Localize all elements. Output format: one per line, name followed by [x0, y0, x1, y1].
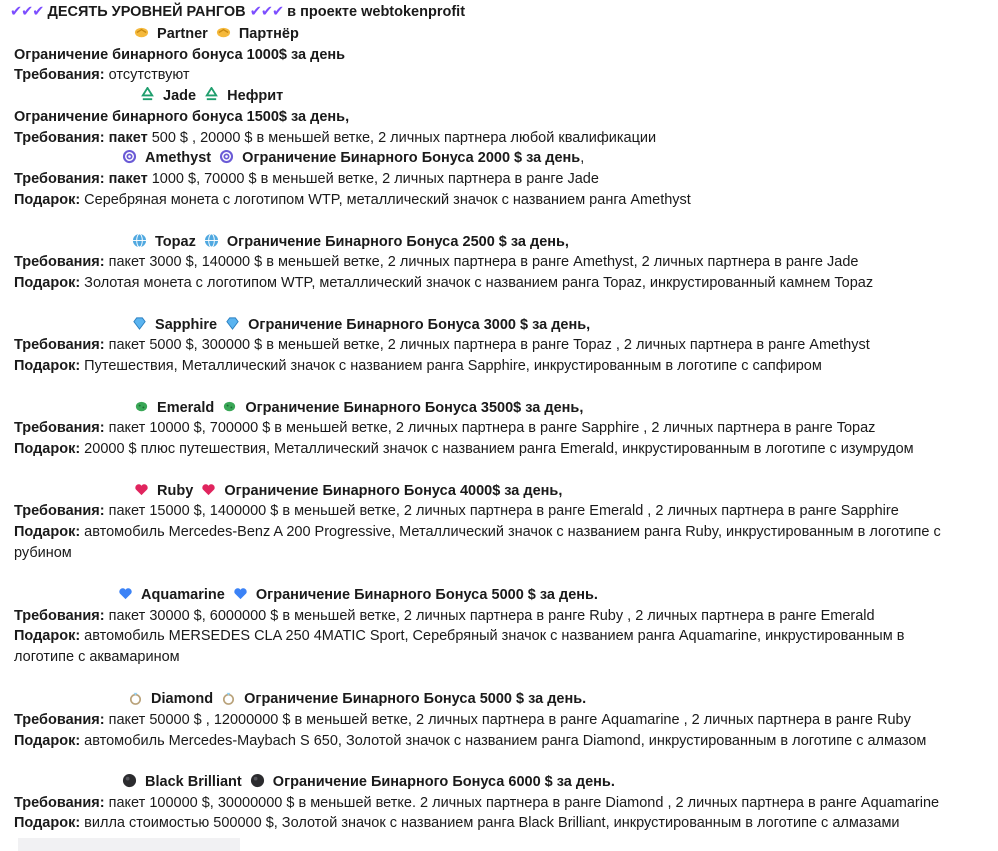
rank-emerald-req — [14, 418, 875, 438]
rank-partner-title — [130, 24, 299, 44]
gift-label: Подарок: — [14, 358, 81, 374]
gift-text: Путешествия, Металлический значок с названием ранга Sapphire, инкрустированным в логотипе с сапфиром — [80, 358, 822, 374]
limit-text: Ограничение Бинарного Бонуса 2500 $ за день, — [226, 234, 569, 250]
req-text: пакет 50000 $ , 12000000 $ в меньшей ветке, 2 личных партнера в ранге Aquamarine , 2 личных партнера в ранге Ruby — [104, 712, 911, 728]
header-title: ДЕСЯТЬ УРОВНЕЙ РАНГОВ — [47, 4, 246, 20]
header-suffix: в проекте webtokenprofit — [287, 4, 466, 20]
gift-text: вилла стоимостью 500000 $, Золотой значок с названием ранга Black Brilliant, инкрустированным в логотипе с алмазами — [80, 815, 900, 831]
rank-jade-title — [136, 86, 283, 106]
limit-text: Ограничение Бинарного Бонуса 3500$ за день, — [245, 400, 584, 416]
rank-ruby-title — [130, 481, 562, 501]
gift-label: Подарок: — [14, 275, 81, 291]
gift-label: Подарок: — [14, 733, 81, 749]
rank-emerald-gift — [14, 439, 914, 459]
rank-name: Aquamarine — [141, 587, 225, 603]
ring-icon — [221, 690, 236, 705]
rank-name: Jade — [163, 88, 197, 104]
gift-text: автомобиль Mercedes-Benz A 200 Progressive, Металлический значок с названием ранга Ruby, инкрустированным в логотипе с — [80, 524, 941, 540]
microbe-icon — [222, 399, 237, 414]
limit-text: Ограничение Бинарного Бонуса 5000 $ за день. — [255, 587, 598, 603]
req-label: Требования: — [14, 420, 105, 436]
rank-topaz-title — [128, 232, 569, 252]
limit-text: Ограничение Бинарного Бонуса 5000 $ за день. — [244, 691, 587, 707]
handshake-icon — [134, 25, 149, 40]
rank-amethyst-req — [14, 169, 599, 189]
recycle-icon — [204, 87, 219, 102]
rank-name: Black Brilliant — [145, 774, 242, 790]
rank-jade-limit — [14, 107, 349, 127]
rank-aquamarine-title — [114, 585, 598, 605]
gift-label: Подарок: — [14, 441, 81, 457]
gift-text: автомобиль Mercedes-Maybach S 650, Золотой значок с названием ранга Diamond, инкрустированным в логотипе с алмазом — [80, 733, 927, 749]
rank-ruby-req — [14, 501, 899, 521]
rank-topaz-gift — [14, 273, 873, 293]
rank-name-ru: Партнёр — [238, 26, 299, 42]
limit-text: Ограничение бинарного бонуса 1000$ за день — [14, 47, 346, 63]
gem-icon — [225, 316, 240, 331]
gift-text: 20000 $ плюс путешествия, Металлический значок с названием ранга Emerald, инкрустированным в логотипе с изумрудом — [80, 441, 914, 457]
black-circle-icon — [250, 773, 265, 788]
recycle-icon — [140, 87, 155, 102]
req-label: Требования: пакет — [14, 130, 148, 146]
rank-name: Topaz — [155, 234, 196, 250]
gift-label: Подарок: — [14, 192, 81, 208]
rank-amethyst-title: Amethyst Ограничение Бинарного Бонуса 2000 $ за день, — [118, 148, 584, 168]
rank-name-ru: Нефрит — [227, 88, 284, 104]
req-label: Требования: — [14, 712, 105, 728]
req-text: 1000 $, 70000 $ в меньшей ветке, 2 личных партнера в ранге Jade — [147, 171, 599, 187]
gift-label: Подарок: — [14, 815, 81, 831]
rank-topaz-req — [14, 252, 858, 272]
rank-sapphire-req — [14, 335, 870, 355]
rank-partner-req — [14, 65, 190, 85]
bottom-divider — [18, 838, 240, 851]
limit-text: Ограничение Бинарного Бонуса 4000$ за день, — [224, 483, 563, 499]
req-label: Требования: — [14, 254, 105, 270]
req-text: пакет 30000 $, 6000000 $ в меньшей ветке, 2 личных партнера в ранге Ruby , 2 личных партнера в ранге Emerald — [104, 608, 875, 624]
rank-sapphire-title — [128, 315, 590, 335]
check-marks-right: ✔✔✔ — [249, 4, 284, 20]
gift-label: Подарок: — [14, 524, 81, 540]
limit-text: Ограничение бинарного бонуса 1500$ за день, — [14, 109, 350, 125]
check-marks-left: ✔✔✔ — [10, 4, 44, 20]
rank-name: Partner — [157, 26, 208, 42]
cyclone-icon — [219, 149, 234, 164]
rank-aquamarine-req — [14, 606, 875, 626]
req-text: пакет 10000 $, 700000 $ в меньшей ветке, 2 личных партнера в ранге Sapphire , 2 личных партнера в ранге Topaz — [104, 420, 876, 436]
rank-jade-req — [14, 128, 656, 148]
gift-text: Золотая монета с логотипом WTP, металлический значок с названием ранга Topaz, инкрустированный камнем Topaz — [80, 275, 874, 291]
rank-name: Diamond — [151, 691, 214, 707]
req-text: пакет 5000 $, 300000 $ в меньшей ветке, 2 личных партнера в ранге Topaz , 2 личных партнера в ранге Amethyst — [104, 337, 870, 353]
req-text: отсутствуют — [104, 67, 190, 83]
handshake-icon — [216, 25, 231, 40]
header-line — [10, 2, 465, 22]
gift-text: рубином — [14, 545, 72, 561]
gift-text: Серебряная монета с логотипом WTP, металлический значок с названием ранга Amethyst — [80, 192, 691, 208]
blue-heart-icon — [118, 586, 133, 601]
rank-name: Amethyst — [145, 150, 212, 166]
req-label: Требования: — [14, 67, 105, 83]
limit-text: Ограничение Бинарного Бонуса 3000 $ за день, — [248, 317, 591, 333]
globe-icon — [132, 233, 147, 248]
gift-text: автомобиль MERSEDES CLA 250 4MATIC Sport, Серебряный значок с названием ранга Aquamarine, инкрустированным в — [80, 628, 905, 644]
heart-icon — [134, 482, 149, 497]
req-text: 500 $ , 20000 $ в меньшей ветке, 2 личных партнера любой квалификации — [147, 130, 657, 146]
rank-diamond-req — [14, 710, 911, 730]
blue-heart-icon — [233, 586, 248, 601]
heart-icon — [201, 482, 216, 497]
rank-black-brilliant-gift — [14, 813, 900, 833]
req-label: Требования: — [14, 337, 105, 353]
req-text: пакет 3000 $, 140000 $ в меньшей ветке, 2 личных партнера в ранге Amethyst, 2 личных партнера в ранге Jade — [104, 254, 859, 270]
req-text: пакет 15000 $, 1400000 $ в меньшей ветке, 2 личных партнера в ранге Emerald , 2 личных партнера в ранге Sapphire — [104, 503, 899, 519]
req-label: Требования: — [14, 795, 105, 811]
req-label: Требования: пакет — [14, 171, 148, 187]
limit-text: Ограничение Бинарного Бонуса 2000 $ за день — [242, 150, 581, 166]
rank-partner-limit — [14, 45, 345, 65]
limit-text: Ограничение Бинарного Бонуса 6000 $ за день. — [272, 774, 615, 790]
globe-icon — [204, 233, 219, 248]
rank-ruby-gift-cont — [14, 543, 72, 563]
gem-icon — [132, 316, 147, 331]
req-label: Требования: — [14, 608, 105, 624]
rank-black-brilliant-req — [14, 793, 939, 813]
gift-label: Подарок: — [14, 628, 81, 644]
rank-amethyst-gift — [14, 190, 691, 210]
rank-aquamarine-gift — [14, 626, 904, 646]
microbe-icon — [134, 399, 149, 414]
rank-black-brilliant-title — [118, 772, 615, 792]
rank-name: Ruby — [157, 483, 194, 499]
req-label: Требования: — [14, 503, 105, 519]
req-text: пакет 100000 $, 30000000 $ в меньшей ветке. 2 личных партнера в ранге Diamond , 2 личных партнера в ранге Aquamarine — [104, 795, 940, 811]
rank-name: Sapphire — [155, 317, 218, 333]
rank-aquamarine-gift-cont — [14, 647, 180, 667]
rank-sapphire-gift — [14, 356, 822, 376]
rank-name: Emerald — [157, 400, 215, 416]
rank-ruby-gift — [14, 522, 941, 542]
cyclone-icon — [122, 149, 137, 164]
ring-icon — [128, 690, 143, 705]
black-circle-icon — [122, 773, 137, 788]
rank-emerald-title — [130, 398, 583, 418]
rank-diamond-title — [124, 689, 586, 709]
gift-text: логотипе с аквамарином — [14, 649, 180, 665]
rank-diamond-gift — [14, 731, 926, 751]
